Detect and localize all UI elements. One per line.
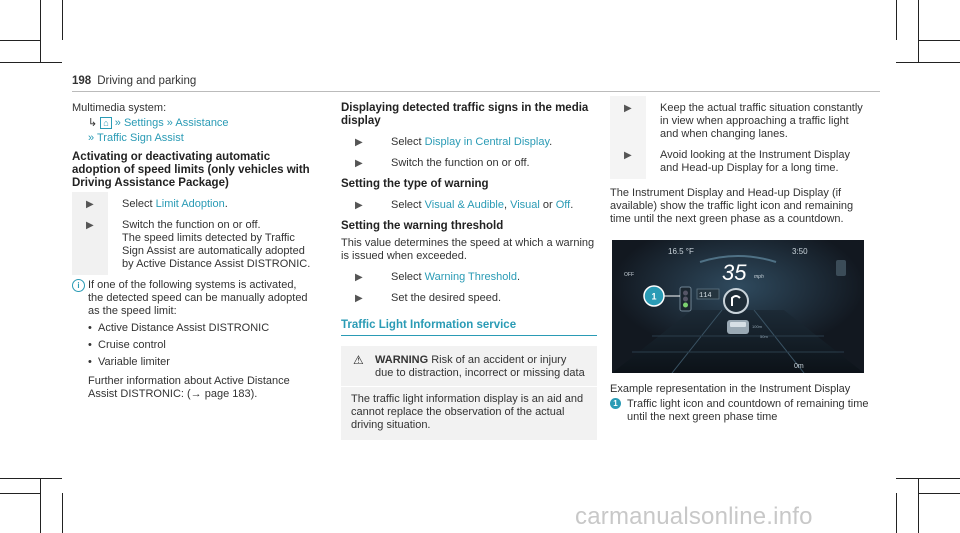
chevron-right-icon: » (166, 117, 173, 129)
lane-assist-icon (836, 260, 846, 276)
step-triangle-icon: ▶ (355, 293, 363, 304)
path-assistance[interactable]: Assistance (175, 117, 229, 129)
crop-mark (0, 62, 62, 63)
distance-50: 50m (760, 334, 768, 339)
crop-mark (0, 40, 40, 41)
step-switch-function: ▶ Switch the function on or off. The speed limits detected by Traffic Sign Assist are automatically adopted by Active Distance Assist DISTRONIC. (72, 219, 312, 271)
speed-readout: 35 (722, 260, 747, 285)
crop-mark (918, 478, 919, 533)
threshold-text: This value determines the speed at which a warning is issued when exceeded. (341, 237, 595, 262)
step-triangle-icon: ▶ (86, 199, 94, 210)
step-select-display: ▶ Select Display in Central Display. (355, 136, 553, 148)
info-icon: i (72, 279, 85, 292)
caption-text: Example representation in the Instrument Display (610, 383, 851, 395)
column-2 (341, 102, 597, 440)
step-triangle-icon: ▶ (86, 220, 94, 231)
section-heading: Displaying detected traffic signs in the media display (341, 102, 589, 127)
step-triangle-icon: ▶ (355, 137, 363, 148)
crop-mark (918, 493, 960, 494)
countdown-readout: 114 (699, 292, 712, 300)
page-number: 198 (72, 75, 92, 87)
step-select-threshold: ▶ Select Warning Threshold. (355, 271, 521, 283)
distance-100: 100m (752, 324, 763, 329)
body-text: The Instrument Display and Head-up Display (if available) show the traffic light icon and remaining time until the next green phase as a countdown. (610, 187, 854, 225)
distance-0: 0m (794, 363, 804, 370)
section-heading: Setting the warning threshold (341, 220, 504, 232)
step-triangle-icon: ▶ (355, 200, 363, 211)
visual-link[interactable]: Visual (510, 199, 540, 211)
column-3 (610, 102, 870, 226)
limit-adoption-link[interactable]: Limit Adoption (155, 198, 225, 210)
warning-triangle-icon: ⚠ (353, 353, 364, 367)
step-select-warning-type: ▶ Select Visual & Audible, Visual or Off. (355, 199, 574, 211)
instrument-display-svg (612, 240, 864, 373)
path-settings[interactable]: Settings (123, 117, 164, 129)
step-avoid-looking: ▶ Avoid looking at the Instrument Display and Head-up Display for a long time. (610, 149, 870, 175)
path-traffic-sign-assist[interactable]: Traffic Sign Assist (96, 132, 184, 144)
section-heading: Activating or deactivating automatic adoption of speed limits (only vehicles with Driving Assistance Package) (72, 151, 310, 189)
off-link[interactable]: Off (555, 199, 571, 211)
step-triangle-icon: ▶ (624, 150, 632, 161)
step-triangle-icon: ▶ (624, 103, 632, 114)
clock-readout: 3:50 (792, 247, 808, 256)
legend-item (610, 398, 872, 424)
speed-unit: mph (754, 274, 764, 280)
step-triangle-icon: ▶ (355, 158, 363, 169)
header-divider (72, 91, 880, 92)
crop-mark (896, 493, 897, 533)
crop-mark (918, 0, 919, 62)
turn-indicator-icon (724, 289, 748, 313)
info-note: i If one of the following systems is activated, the detected speed can be manually adopted as the speed limit: (72, 279, 312, 318)
menu-path-2 (72, 132, 312, 145)
display-central-link[interactable]: Display in Central Display (424, 136, 550, 148)
callout-number: 1 (651, 291, 657, 302)
section-title-traffic-light: Traffic Light Information service (341, 319, 597, 336)
path-intro: Multimedia system: (72, 102, 167, 114)
step-triangle-icon: ▶ (355, 272, 363, 283)
warning-detail: The traffic light information display is an aid and cannot replace the observation of the actual driving situation. (351, 393, 584, 431)
temperature-readout: 16.5 °F (668, 247, 694, 256)
warning-divider (341, 386, 597, 387)
visual-audible-link[interactable]: Visual & Audible (424, 199, 504, 211)
page-header (72, 75, 196, 87)
list-item: • Variable limiter (88, 356, 312, 369)
crop-mark (40, 0, 41, 62)
warning-text: Risk of an accident or injury due to distraction, incorrect or missing data (375, 354, 585, 379)
step-select-limit-adoption: ▶ Select Limit Adoption. (72, 198, 312, 211)
list-item: • Cruise control (88, 339, 312, 352)
step-switch-function: ▶ Switch the function on or off. (355, 157, 530, 169)
crop-mark (896, 0, 897, 40)
warning-box (341, 346, 597, 440)
crop-mark (40, 478, 41, 533)
figure-caption (610, 383, 872, 424)
step-set-speed: ▶ Set the desired speed. (355, 292, 502, 304)
crop-mark (918, 40, 960, 41)
further-info: Further information about Active Distance Assist DISTRONIC: (→ page 183). (88, 375, 290, 400)
off-label: OFF (624, 272, 634, 278)
systems-list (72, 322, 312, 369)
crop-mark (896, 478, 960, 479)
legend-text: Traffic light icon and countdown of remaining time until the next green phase time (627, 398, 869, 423)
step-keep-view: ▶ Keep the actual traffic situation constantly in view when approaching a traffic light and when changing lanes. (610, 102, 870, 141)
section-heading: Setting the type of warning (341, 178, 489, 190)
crop-mark (62, 0, 63, 40)
crop-mark (0, 478, 62, 479)
legend-number: 1 (610, 398, 621, 409)
chevron-right-icon: » (88, 132, 95, 144)
chevron-right-icon: » (114, 117, 121, 129)
path-arrow-icon: ↳ (88, 117, 98, 129)
warning-label: WARNING (375, 354, 429, 366)
instrument-display-image (612, 240, 864, 373)
section-name: Driving and parking (97, 75, 197, 87)
warning-threshold-link[interactable]: Warning Threshold (424, 271, 517, 283)
column-1 (72, 102, 312, 401)
crop-mark (0, 493, 40, 494)
watermark: carmanualsonline.info (575, 503, 813, 530)
menu-path (72, 117, 312, 130)
list-item: • Active Distance Assist DISTRONIC (88, 322, 312, 335)
crop-mark (896, 62, 960, 63)
home-icon[interactable]: ⌂ (100, 117, 111, 129)
crop-mark (62, 493, 63, 533)
